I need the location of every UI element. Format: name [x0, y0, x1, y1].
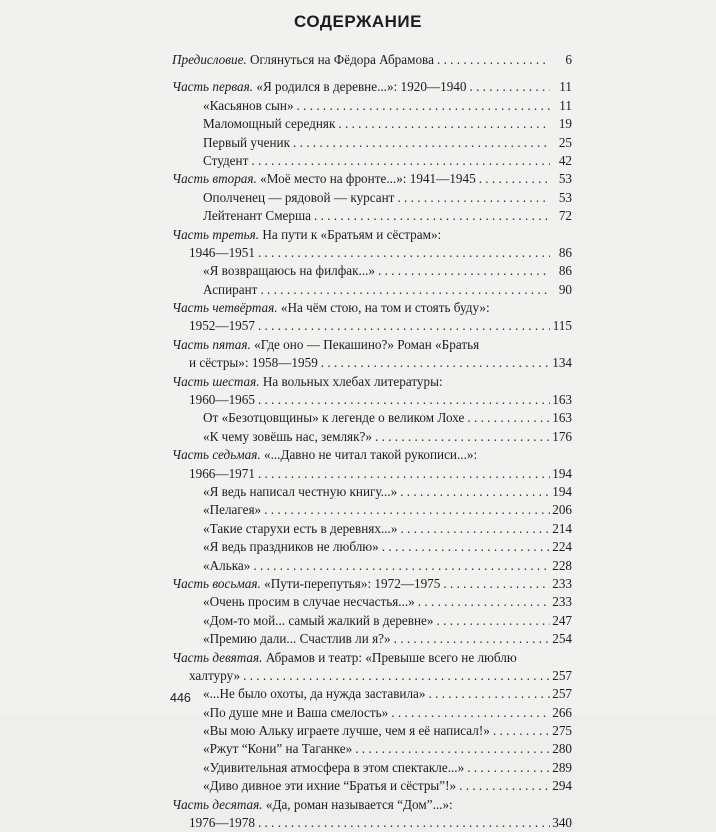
dot-leader — [493, 722, 550, 740]
dot-leader — [378, 262, 550, 280]
toc-entry — [172, 134, 572, 152]
entry-title: «Удивительная атмосфера в этом спектакле...» — [203, 759, 465, 775]
dot-leader — [467, 409, 550, 427]
entry-page-number: 42 — [558, 152, 572, 168]
dot-leader — [400, 483, 550, 501]
dot-leader — [397, 189, 550, 207]
toc-entry — [172, 446, 572, 483]
toc-text — [172, 575, 440, 593]
dot-leader — [243, 667, 550, 685]
toc-text — [203, 557, 250, 575]
entry-title: 1966—1971 — [189, 465, 255, 481]
toc-text — [203, 759, 464, 777]
toc-text — [172, 796, 453, 814]
entry-title: «Дом-то мой... самый жалкий в деревне» — [203, 612, 434, 628]
toc-line — [172, 520, 572, 538]
entry-title: «Я родился в деревне...»: 1920—1940 — [253, 79, 467, 95]
toc-text — [189, 465, 255, 483]
toc-text — [203, 281, 257, 299]
toc-entry — [172, 501, 572, 519]
toc-text — [172, 336, 479, 354]
dot-leader — [297, 97, 550, 115]
toc-entry — [172, 538, 572, 556]
toc-line — [172, 465, 572, 483]
toc-text — [189, 354, 318, 372]
toc-entry — [172, 593, 572, 611]
toc-text — [172, 51, 434, 69]
entry-title: «Да, роман называется “Дом”...»: — [262, 796, 453, 812]
dot-leader — [321, 354, 550, 372]
dot-leader — [400, 520, 550, 538]
toc-text — [203, 685, 426, 703]
entry-title: Абрамов и театр: «Превыше всего не люблю — [262, 649, 517, 665]
entry-title: «Касьянов сын» — [203, 97, 294, 113]
entry-title: Первый ученик — [203, 134, 291, 150]
entry-page-number: 257 — [552, 686, 572, 702]
entry-page-number: 25 — [558, 134, 572, 150]
toc-entry — [172, 152, 572, 170]
toc-line — [172, 796, 572, 814]
entry-page-number: 224 — [552, 539, 572, 555]
toc-entry — [172, 722, 572, 740]
toc-entry — [172, 649, 572, 686]
toc-entry — [172, 78, 572, 96]
entry-title: Маломощный середняк — [203, 116, 336, 132]
toc-entry — [172, 189, 572, 207]
toc-text — [203, 501, 261, 519]
entry-title: Оглянуться на Фёдора Абрамова — [246, 52, 434, 67]
toc-text — [189, 317, 255, 335]
entry-title: Студент — [203, 152, 249, 168]
dot-leader — [314, 207, 550, 225]
toc-line — [172, 649, 572, 667]
toc-line — [172, 78, 572, 96]
dot-leader — [394, 630, 550, 648]
part-label: Часть шестая. — [172, 373, 260, 389]
entry-page-number: 214 — [552, 520, 572, 536]
entry-title: «...Не было охоты, да нужда заставила» — [203, 686, 426, 702]
entry-title: «К чему зовёшь нас, земляк?» — [203, 428, 372, 444]
toc-line — [172, 483, 572, 501]
dot-leader — [355, 740, 550, 758]
entry-page-number: 233 — [552, 594, 572, 610]
dot-leader — [258, 317, 550, 335]
entry-title: «Такие старухи есть в деревнях...» — [203, 520, 398, 536]
toc-line — [172, 317, 572, 335]
toc-line — [172, 557, 572, 575]
toc-entry — [172, 612, 572, 630]
dot-leader — [467, 759, 550, 777]
toc-text — [203, 115, 335, 133]
dot-leader — [258, 814, 550, 832]
entry-page-number: 115 — [552, 318, 572, 334]
toc-line — [172, 354, 572, 372]
toc-entry — [172, 373, 572, 410]
table-of-contents — [172, 51, 572, 832]
toc-entry — [172, 207, 572, 225]
toc-text — [203, 428, 372, 446]
toc-line — [172, 115, 572, 133]
part-label: Часть седьмая. — [172, 447, 261, 463]
entry-title: 1960—1965 — [189, 392, 255, 408]
dot-leader — [418, 593, 550, 611]
entry-title: 1946—1951 — [189, 244, 255, 260]
toc-line — [172, 814, 572, 832]
toc-text — [203, 520, 397, 538]
toc-entry — [172, 704, 572, 722]
toc-text — [203, 134, 290, 152]
toc-line — [172, 446, 572, 464]
entry-title: На пути к «Братьям и сёстрам»: — [259, 226, 442, 242]
entry-title: халтуру» — [189, 667, 241, 683]
dot-leader — [264, 501, 550, 519]
toc-entry — [172, 262, 572, 280]
part-label: Часть третья. — [172, 226, 260, 242]
toc-text — [189, 667, 240, 685]
entry-page-number: 19 — [558, 116, 572, 132]
entry-title: «Вы мою Альку играете лучше, чем я её написал!» — [203, 723, 490, 739]
toc-text — [203, 722, 490, 740]
entry-page-number: 194 — [552, 483, 572, 499]
part-label: Часть восьмая. — [172, 575, 261, 591]
entry-title: «Диво дивное эти ихние “Братья и сёстры”!» — [203, 778, 457, 794]
toc-entry — [172, 281, 572, 299]
page-number: 446 — [170, 691, 191, 705]
entry-title: Ополченец — рядовой — курсант — [203, 189, 395, 205]
entry-title: «По душе мне и Ваша смелость» — [203, 704, 389, 720]
toc-line — [172, 409, 572, 427]
toc-line — [172, 97, 572, 115]
toc-text — [203, 262, 375, 280]
entry-page-number: 11 — [559, 79, 572, 95]
toc-line — [172, 538, 572, 556]
entry-page-number: 194 — [552, 465, 572, 481]
toc-line — [172, 244, 572, 262]
entry-page-number: 247 — [552, 612, 572, 628]
toc-line — [172, 575, 572, 593]
entry-title: «Я возвращаюсь на филфак...» — [203, 263, 376, 279]
toc-entry — [172, 777, 572, 795]
toc-entry — [172, 630, 572, 648]
dot-leader — [382, 538, 550, 556]
toc-text — [203, 152, 248, 170]
dot-leader — [443, 575, 550, 593]
part-label: Часть пятая. — [172, 336, 251, 352]
entry-title: «Я ведь праздников не люблю» — [203, 539, 379, 555]
entry-page-number: 163 — [552, 392, 572, 408]
dot-leader — [479, 170, 550, 188]
entry-page-number: 72 — [558, 208, 572, 224]
entry-title: 1976—1978 — [189, 815, 255, 831]
toc-text — [172, 78, 466, 96]
entry-page-number: 86 — [558, 244, 572, 260]
entry-page-number: 163 — [552, 410, 572, 426]
entry-page-number: 257 — [552, 667, 572, 683]
dot-leader — [338, 115, 550, 133]
toc-line — [172, 51, 572, 69]
toc-text — [189, 814, 255, 832]
dot-leader — [375, 428, 550, 446]
entry-page-number: 340 — [552, 815, 572, 831]
dot-leader — [391, 704, 550, 722]
toc-entry — [172, 115, 572, 133]
dot-leader — [459, 777, 550, 795]
toc-text — [189, 244, 255, 262]
toc-line — [172, 226, 572, 244]
entry-title: «Премию дали... Счастлив ли я?» — [203, 631, 391, 647]
toc-entry — [172, 170, 572, 188]
part-label: Часть девятая. — [172, 649, 263, 665]
entry-title: «На чём стою, на том и стоять буду»: — [277, 300, 490, 316]
toc-entry — [172, 409, 572, 427]
toc-text — [203, 704, 388, 722]
toc-entry — [172, 740, 572, 758]
toc-line — [172, 189, 572, 207]
toc-line — [172, 134, 572, 152]
toc-entry — [172, 557, 572, 575]
page-title: СОДЕРЖАНИЕ — [294, 12, 422, 31]
toc-text — [172, 170, 476, 188]
toc-entry — [172, 759, 572, 777]
entry-title: 1952—1957 — [189, 318, 255, 334]
toc-line — [172, 777, 572, 795]
toc-entry — [172, 428, 572, 446]
toc-text — [203, 189, 394, 207]
toc-entry — [172, 51, 572, 69]
part-label: Предисловие. — [172, 52, 247, 67]
entry-page-number: 206 — [552, 502, 572, 518]
toc-line — [172, 759, 572, 777]
entry-title: «Где оно — Пекашино?» Роман «Братья — [250, 336, 480, 352]
part-label: Часть десятая. — [172, 796, 263, 812]
toc-line — [172, 299, 572, 317]
entry-title: «Пелагея» — [203, 502, 262, 518]
toc-line — [172, 704, 572, 722]
part-label: Часть первая. — [172, 79, 254, 95]
dot-leader — [437, 612, 550, 630]
toc-line — [172, 685, 572, 703]
toc-text — [189, 391, 255, 409]
toc-line — [172, 593, 572, 611]
toc-entry — [172, 575, 572, 593]
entry-title: Аспирант — [203, 281, 258, 297]
toc-line — [172, 373, 572, 391]
entry-page-number: 233 — [552, 575, 572, 591]
toc-line — [172, 740, 572, 758]
toc-line — [172, 281, 572, 299]
entry-page-number: 53 — [558, 189, 572, 205]
dot-leader — [258, 465, 550, 483]
toc-line — [172, 262, 572, 280]
entry-title: «Моё место на фронте...»: 1941—1945 — [256, 171, 476, 187]
entry-page-number: 86 — [558, 263, 572, 279]
dot-leader — [260, 281, 550, 299]
entry-page-number: 294 — [552, 778, 572, 794]
entry-title: и сёстры»: 1958—1959 — [189, 355, 318, 371]
entry-page-number: 275 — [552, 723, 572, 739]
dot-leader — [437, 51, 550, 69]
toc-entry — [172, 97, 572, 115]
toc-line — [172, 428, 572, 446]
entry-title: От «Безотцовщины» к легенде о великом Лохе — [203, 410, 465, 426]
entry-page-number: 254 — [552, 631, 572, 647]
entry-title: На вольных хлебах литературы: — [259, 373, 443, 389]
toc-line — [172, 501, 572, 519]
entry-title: «Очень просим в случае несчастья...» — [203, 594, 415, 610]
toc-text — [203, 612, 434, 630]
entry-page-number: 134 — [552, 355, 572, 371]
entry-page-number: 90 — [558, 281, 572, 297]
toc-text — [203, 483, 397, 501]
toc-entry — [172, 336, 572, 373]
entry-page-number: 266 — [552, 704, 572, 720]
toc-text — [203, 630, 391, 648]
toc-text — [203, 777, 456, 795]
entry-title: Лейтенант Смерша — [203, 208, 312, 224]
dot-leader — [293, 134, 550, 152]
entry-page-number: 280 — [552, 741, 572, 757]
toc-line — [172, 207, 572, 225]
dot-leader — [258, 391, 550, 409]
toc-line — [172, 152, 572, 170]
entry-title: «...Давно не читал такой рукописи...»: — [260, 447, 478, 463]
toc-entry — [172, 483, 572, 501]
dot-leader — [258, 244, 550, 262]
entry-title: «Я ведь написал честную книгу...» — [203, 483, 398, 499]
toc-text — [203, 740, 352, 758]
toc-entry — [172, 226, 572, 263]
dot-leader — [253, 557, 550, 575]
toc-text — [203, 97, 294, 115]
entry-title: «Пути-перепутья»: 1972—1975 — [260, 575, 441, 591]
toc-line — [172, 612, 572, 630]
entry-page-number: 6 — [565, 52, 572, 67]
dot-leader — [469, 78, 550, 96]
toc-entry — [172, 796, 572, 832]
toc-entry — [172, 520, 572, 538]
entry-title: «Алька» — [203, 557, 251, 573]
toc-entry — [172, 685, 572, 703]
toc-line — [172, 336, 572, 354]
entry-page-number: 53 — [558, 171, 572, 187]
entry-page-number: 176 — [552, 428, 572, 444]
toc-text — [203, 538, 379, 556]
toc-entry — [172, 299, 572, 336]
toc-text — [203, 207, 311, 225]
toc-text — [172, 373, 443, 391]
toc-text — [203, 593, 415, 611]
part-label: Часть четвёртая. — [172, 300, 278, 316]
entry-title: «Ржут “Кони” на Таганке» — [203, 741, 353, 757]
entry-page-number: 228 — [552, 557, 572, 573]
entry-page-number: 289 — [552, 759, 572, 775]
toc-text — [172, 649, 517, 667]
toc-line — [172, 667, 572, 685]
toc-line — [172, 722, 572, 740]
dot-leader — [251, 152, 550, 170]
toc-text — [172, 299, 490, 317]
part-label: Часть вторая. — [172, 171, 257, 187]
toc-line — [172, 630, 572, 648]
dot-leader — [429, 685, 550, 703]
toc-text — [203, 409, 464, 427]
toc-text — [172, 226, 441, 244]
toc-text — [172, 446, 477, 464]
toc-line — [172, 170, 572, 188]
entry-page-number: 11 — [559, 97, 572, 113]
toc-line — [172, 391, 572, 409]
